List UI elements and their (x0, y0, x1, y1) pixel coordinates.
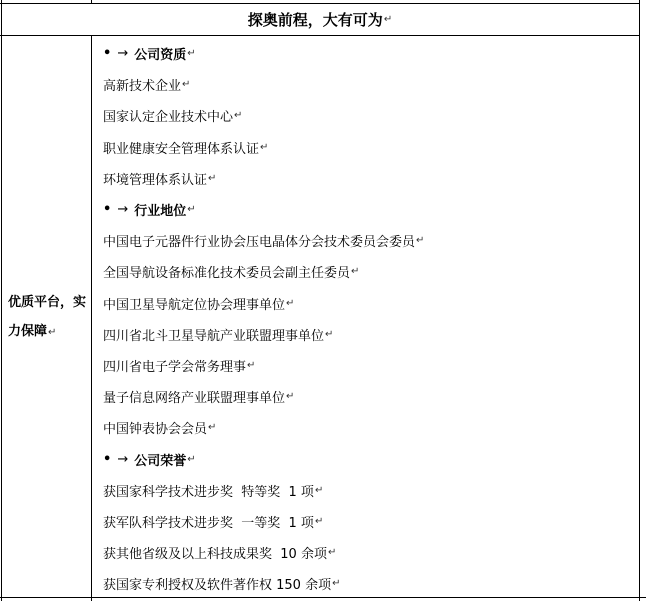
list-item (103, 100, 633, 131)
list-item-text: 获国家科学技术进步奖 特等奖 1 项 (103, 484, 314, 500)
arrow-icon: → (117, 202, 129, 218)
section-heading-text: 行业地位 (134, 204, 187, 220)
list-item-text: 高新技术企业 (103, 79, 182, 95)
list-item (103, 568, 633, 599)
list-item (103, 163, 633, 194)
section-heading-text: 公司资质 (134, 48, 187, 64)
paragraph-mark: ↵ (187, 453, 196, 465)
list-item-text: 四川省电子学会常务理事 (103, 359, 247, 375)
content-cell (103, 38, 633, 599)
list-item (103, 319, 633, 350)
section-heading-text: 公司荣誉 (134, 453, 187, 469)
paragraph-mark: ↵ (286, 391, 295, 403)
left-border (1, 0, 2, 601)
list-item (103, 475, 633, 506)
section-heading (103, 194, 633, 225)
list-item (103, 350, 633, 381)
paragraph-mark: ↵ (351, 266, 360, 278)
section-heading (103, 443, 633, 474)
list-item-text: 全国导航设备标准化技术委员会副主任委员 (103, 266, 351, 282)
bullet-icon: • (103, 202, 112, 218)
list-item (103, 69, 633, 100)
arrow-icon: → (117, 46, 129, 62)
title-row-border (0, 35, 640, 36)
list-item-text: 中国卫星导航定位协会理事单位 (103, 297, 286, 313)
list-item-text: 四川省北斗卫星导航产业联盟理事单位 (103, 328, 325, 344)
paragraph-mark: ↵ (234, 110, 243, 122)
list-item (103, 256, 633, 287)
bullet-icon: • (103, 451, 112, 467)
title-text: 探奥前程，大有可为 (247, 10, 383, 29)
column-divider-top (91, 0, 92, 3)
column-divider (91, 35, 92, 601)
paragraph-mark: ↵ (327, 547, 337, 559)
paragraph-mark: ↵ (383, 13, 393, 25)
list-item (103, 381, 633, 412)
page-title (1, 5, 639, 33)
list-item-text: 环境管理体系认证 (103, 172, 208, 188)
list-item-text: 获军队科学技术进步奖 一等奖 1 项 (103, 515, 314, 531)
paragraph-mark: ↵ (48, 327, 57, 338)
right-border (639, 0, 640, 601)
arrow-icon: → (117, 451, 129, 467)
paragraph-mark: ↵ (416, 235, 425, 247)
paragraph-mark: ↵ (208, 172, 217, 184)
list-item (103, 225, 633, 256)
paragraph-mark: ↵ (314, 515, 324, 527)
paragraph-mark: ↵ (187, 204, 196, 216)
paragraph-mark: ↵ (286, 297, 295, 309)
list-item-text: 国家认定企业技术中心 (103, 110, 234, 126)
list-item-text: 中国钟表协会会员 (103, 422, 208, 438)
section-heading (103, 38, 633, 69)
paragraph-mark: ↵ (187, 48, 196, 60)
paragraph-mark: ↵ (247, 359, 256, 371)
list-item (103, 132, 633, 163)
list-item-text: 获国家专利授权及软件著作权 150 余项 (103, 578, 332, 594)
paragraph-mark: ↵ (325, 328, 334, 340)
paragraph-mark: ↵ (314, 484, 324, 496)
row-label-text: 优质平台，实力保障 (8, 295, 87, 339)
bullet-icon: • (103, 46, 112, 62)
top-border (0, 3, 640, 4)
paragraph-mark: ↵ (208, 422, 217, 434)
list-item (103, 506, 633, 537)
list-item-text: 量子信息网络产业联盟理事单位 (103, 391, 286, 407)
list-item-text: 获其他省级及以上科技成果奖 10 余项 (103, 547, 327, 563)
paragraph-mark: ↵ (332, 578, 341, 590)
list-item (103, 412, 633, 443)
list-item (103, 288, 633, 319)
paragraph-mark: ↵ (260, 141, 269, 153)
list-item-text: 中国电子元器件行业协会压电晶体分会技术委员会委员 (103, 235, 416, 251)
list-item-text: 职业健康安全管理体系认证 (103, 141, 260, 157)
list-item (103, 537, 633, 568)
paragraph-mark: ↵ (182, 79, 191, 91)
row-label (8, 288, 88, 347)
